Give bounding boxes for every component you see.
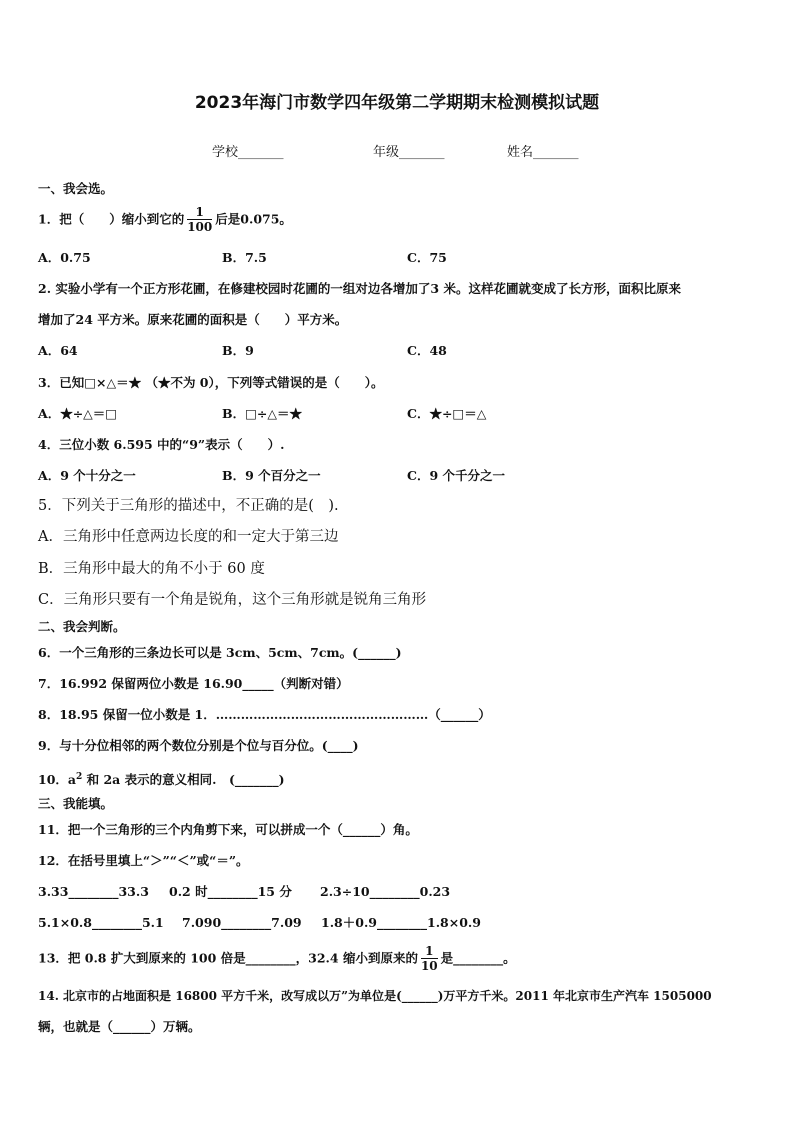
- question-2-line-2: 增加了24 平方米。原来花圃的面积是（ ）平方米。: [38, 312, 348, 327]
- question-14-line-2: 辆，也就是（______）万辆。: [38, 1019, 201, 1034]
- question-1-text: 1．把（ ）缩小到它的: [38, 211, 185, 227]
- section-heading-fill: 三、我能填。: [38, 796, 114, 811]
- q2-option-a[interactable]: A．64: [38, 343, 78, 358]
- fraction-denominator: 100: [187, 220, 213, 234]
- section-heading-choice: 一、我会选。: [38, 181, 114, 196]
- question-1-text-end: 后是0.075。: [215, 211, 292, 227]
- q12-row2-col3[interactable]: 1.8＋0.9________1.8×0.9: [321, 915, 481, 930]
- q4-option-c[interactable]: C．9 个千分之一: [407, 468, 505, 483]
- question-10: [38, 769, 285, 788]
- question-8: 8．18.95 保留一位小数是 1．……………………………………………（______）: [38, 707, 491, 722]
- q12-row1-col1[interactable]: 3.33________33.3: [38, 884, 149, 899]
- fraction: [187, 206, 212, 234]
- question-12: 12．在括号里填上“＞”“＜”或“＝”。: [38, 853, 249, 868]
- question-5: 5．下列关于三角形的描述中，不正确的是( ).: [38, 498, 339, 514]
- question-1: [38, 206, 292, 234]
- school-field[interactable]: 学校_______: [212, 145, 284, 160]
- fraction-numerator: 1: [195, 205, 204, 219]
- q1-option-b[interactable]: B．7.5: [222, 250, 267, 265]
- q5-option-c[interactable]: C．三角形只要有一个角是锐角，这个三角形就是锐角三角形: [38, 592, 427, 608]
- q1-option-c[interactable]: C．75: [407, 250, 447, 265]
- page-title: 2023年海门市数学四年级第二学期期末检测模拟试题: [194, 93, 600, 113]
- question-3: 3．已知□×△＝★ （★不为 0），下列等式错误的是（ ）。: [38, 375, 384, 390]
- question-11: 11．把一个三角形的三个内角剪下来，可以拼成一个（______）角。: [38, 822, 418, 837]
- q4-option-a[interactable]: A．9 个十分之一: [38, 468, 136, 483]
- fraction: [421, 945, 438, 973]
- question-7: 7．16.992 保留两位小数是 16.90_____（判断对错）: [38, 676, 349, 691]
- question-4: 4．三位小数 6.595 中的“9”表示（ ）.: [38, 437, 285, 452]
- question-14-line-1: 14. 北京市的占地面积是 16800 平方千米，改写成以万”为单位是(______)万平方千米。2011 年北京市生产汽车 1505000: [38, 989, 712, 1003]
- q12-row2-col1[interactable]: 5.1×0.8________5.1: [38, 915, 164, 930]
- question-6: 6．一个三角形的三条边长可以是 3cm、5cm、7cm。(______): [38, 645, 402, 660]
- q2-option-c[interactable]: C．48: [407, 343, 447, 358]
- question-9: 9．与十分位相邻的两个数位分别是个位与百分位。(____): [38, 738, 359, 753]
- question-13-text-end: 是________。: [440, 950, 516, 966]
- q12-row1-col2[interactable]: 0.2 时________15 分: [169, 884, 292, 899]
- q3-option-c[interactable]: C．★÷□＝△: [407, 406, 487, 421]
- name-field[interactable]: 姓名_______: [507, 145, 579, 160]
- question-13: [38, 945, 516, 973]
- superscript: 2: [76, 772, 83, 782]
- question-10-text: 10．a: [38, 772, 76, 788]
- q5-option-a[interactable]: A．三角形中任意两边长度的和一定大于第三边: [38, 529, 339, 545]
- fraction-numerator: 1: [425, 944, 434, 958]
- section-heading-judge: 二、我会判断。: [38, 619, 126, 634]
- question-10-text-end: 和 2a 表示的意义相同. (_______): [82, 772, 285, 788]
- q4-option-b[interactable]: B．9 个百分之一: [222, 468, 321, 483]
- q12-row1-col3[interactable]: 2.3÷10________0.23: [320, 884, 451, 899]
- q2-option-b[interactable]: B．9: [222, 343, 254, 358]
- fraction-denominator: 10: [420, 959, 438, 973]
- grade-field[interactable]: 年级_______: [373, 145, 445, 160]
- q3-option-a[interactable]: A．★÷△＝□: [38, 406, 118, 421]
- question-2-line-1: 2. 实验小学有一个正方形花圃，在修建校园时花圃的一组对边各增加了3 米。这样花圃就变成了长方形，面积比原来: [38, 281, 681, 296]
- q12-row2-col2[interactable]: 7.090________7.09: [182, 915, 302, 930]
- question-13-text: 13．把 0.8 扩大到原来的 100 倍是________，32.4 缩小到原来的: [38, 950, 418, 966]
- q1-option-a[interactable]: A．0.75: [38, 250, 91, 265]
- q3-option-b[interactable]: B．□÷△＝★: [222, 406, 302, 421]
- q5-option-b[interactable]: B．三角形中最大的角不小于 60 度: [38, 561, 265, 577]
